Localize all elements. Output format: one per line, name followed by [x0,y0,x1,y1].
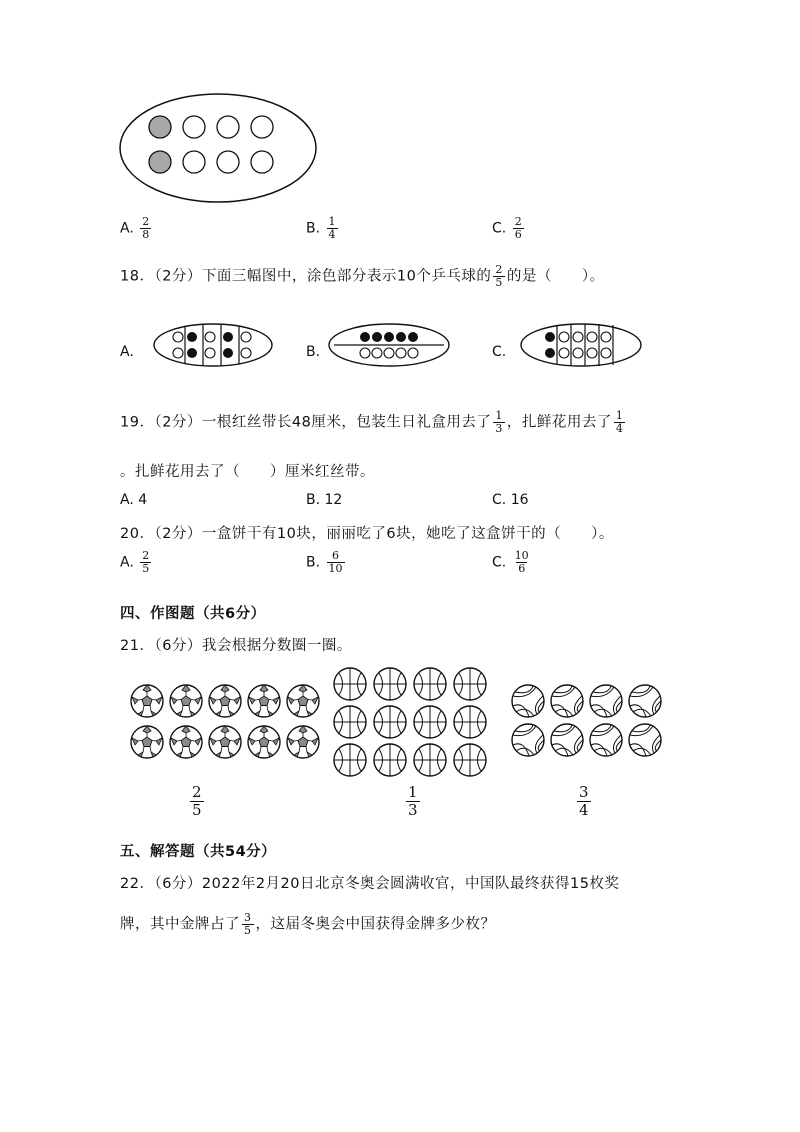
q20-question: 20．（2分）一盒饼干有10块，丽丽吃了6块，她吃了这盒饼干的（ ）。 [120,526,614,542]
q21-basketball-fraction: $\frac{1}{3}$ [408,783,418,819]
q20-option-c-fraction: $\frac{10}{6}$ [514,549,529,576]
q17-circle [251,116,273,138]
q19-fraction-2: $\frac{1}{4}$ [615,409,624,436]
q19-option-b[interactable]: B. 12 [306,492,343,508]
section-5-heading: 五、解答题（共54分） [120,844,277,860]
q17-option-b-fraction: $\frac{1}{4}$ [328,215,336,242]
q17-circle-shaded [149,116,171,138]
q17-circle [217,151,239,173]
q18-question: 18．（2分）下面三幅图中，涂色部分表示10个乒乓球的 $\frac{2}{5}$ 的是（ ）。 [120,263,605,290]
q19-question: 19．（2分）一根红丝带长48厘米，包装生日礼盒用去了 $\frac{1}{3}$ ，扎鲜花用去了 $\frac{1}{4}$ [120,409,624,436]
q20-option-c[interactable]: C. $\frac{10}{6}$ [492,549,529,576]
q17-option-c[interactable]: C. $\frac{2}{6}$ [492,215,522,242]
q18-fraction: $\frac{2}{5}$ [495,263,503,290]
q21-question: 21．（6分）我会根据分数圈一圈。 [120,638,352,654]
q17-circle [183,116,205,138]
q18-option-a-figure[interactable] [153,322,273,368]
volleyball-group[interactable] [508,682,664,762]
q18-option-b-figure[interactable] [328,322,450,368]
q22-question-line2: 牌，其中金牌占了 $\frac{3}{5}$ ，这届冬奥会中国获得金牌多少枚？ [120,911,496,938]
basketball-group[interactable] [330,666,494,780]
q17-circle-shaded [149,151,171,173]
q20-option-a[interactable]: A. $\frac{2}{5}$ [120,549,150,576]
section-4-heading: 四、作图题（共6分） [120,606,266,622]
q17-option-c-fraction: $\frac{2}{6}$ [514,215,522,242]
q21-soccer-fraction: $\frac{2}{5}$ [192,783,202,819]
q18-option-b-label[interactable]: B. [306,344,321,360]
q21-volleyball-fraction: $\frac{3}{4}$ [579,783,589,819]
soccer-ball-group[interactable] [128,682,324,762]
q20-option-b-fraction: $\frac{6}{10}$ [328,549,343,576]
q18-option-c-label[interactable]: C. [492,344,507,360]
q22-question-line1: 22．（6分）2022年2月20日北京冬奥会圆满收官，中国队最终获得15枚奖 [120,876,620,892]
q17-option-a[interactable]: A. $\frac{2}{8}$ [120,215,150,242]
q17-option-b[interactable]: B. $\frac{1}{4}$ [306,215,336,242]
q19-option-c[interactable]: C. 16 [492,492,529,508]
q17-oval-figure [118,92,318,204]
q19-option-a[interactable]: A. 4 [120,492,148,508]
q17-option-a-fraction: $\frac{2}{8}$ [142,215,150,242]
q18-option-c-figure[interactable] [520,322,642,368]
q17-circle [217,116,239,138]
q19-question-line2: 。扎鲜花用去了（ ）厘米红丝带。 [120,464,375,480]
q20-option-a-fraction: $\frac{2}{5}$ [142,549,150,576]
q22-fraction: $\frac{3}{5}$ [244,911,252,938]
q18-option-a-label[interactable]: A. [120,344,134,360]
q19-fraction-1: $\frac{1}{3}$ [495,409,503,436]
q17-circle [251,151,273,173]
q20-option-b[interactable]: B. $\frac{6}{10}$ [306,549,343,576]
q17-circle [183,151,205,173]
